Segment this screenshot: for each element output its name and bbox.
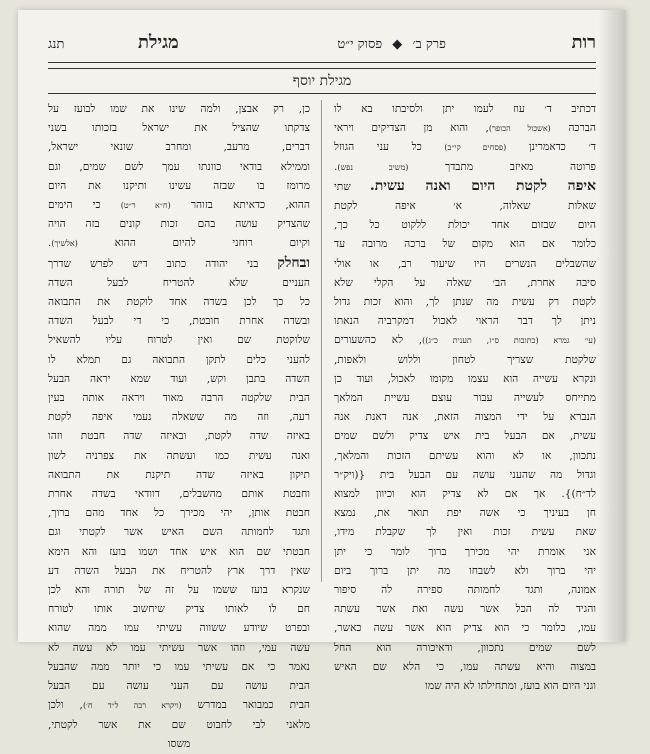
text-line: תיקון באיזה שדה תיקנת את התבואה [48, 468, 310, 481]
text-line: פרוטה מאיזב מתבדך (משיב נפש). [334, 160, 596, 173]
text-line: צדקתו שהציל את ישראל בזכותו בשני [48, 122, 310, 135]
text-line: לקטת רק עשית מה שנתן לך, והוא זכות גדול [334, 296, 596, 309]
text-line: ובשדה אחרת חובטת, כי די לבעל השדה [48, 315, 310, 328]
commentary-title: מגילת יוסף [292, 73, 352, 89]
text-line: השדה בתבן וקש, ועוד שמא יראה הבעל [48, 372, 310, 385]
text-line: ואנה עשית כמו ועשתה את צפרניה לשון [48, 449, 310, 462]
text-line: ההוא, כדאיתא בזוהר (ח״א ר״ט) כי הימים [48, 199, 310, 212]
text-line: חם לו לאותו צדיק שיחשוב אותו לטורח [48, 603, 310, 616]
text-line: סיבה אחרת, הב׳ שאלה על הקלי שלא [334, 276, 596, 289]
text-line: מתייחס לעשייה עבור עוצם עשיית המלאך [334, 392, 596, 405]
text-line: מרומז בו שבזה עשינו ותיקנו את היום [48, 179, 310, 192]
text-line: שהצדיק עושה בהם זכות קונים בזה הויה [48, 218, 310, 231]
text-line: ונקרא עשייה הוא עצמו מקומו לאכול, ועוד כן [334, 372, 596, 385]
text-line: חן בעיניך כי אשה יפת תואר את, נמצא [334, 507, 596, 520]
text-line: כלומר אם הוא מקום של ברכה מרובה עד [334, 238, 596, 251]
text-line: ניתן לך דבר הראוי לאכול דמקרביה הנאתו [334, 315, 596, 328]
text-line: כל כך לכן בשדה אחד לוקטת את התבואה [48, 296, 310, 309]
text-line: נאמר כי אם עשיתי עמו כי יותר ממה שהבעל [48, 660, 310, 673]
book-page [18, 10, 626, 750]
text-line: העניים שלא להטריח לבעל השדה [48, 276, 310, 289]
text-line: היום שבזום אחד יכולת ללקוט כל כך, [334, 219, 596, 232]
text-line: שאין דרך ארץ להטריח את הבעל השדה דע [48, 564, 310, 577]
text-line: לד״ח)}. אך אם לא צדיק הוא וכיוון למצוא [334, 488, 596, 501]
text-line: מלאני לבי לחבוט שם את אשר לקטתי, [48, 718, 310, 731]
text-line: כן, רק אבצן, ולמה שינו את שמו לבועז על [48, 103, 310, 115]
text-line: והגיד לה הכל אשר עשה ואת אשר עשתה [334, 603, 596, 616]
text-line: ד׳ כדאמרינן (פסחים קי״ב) כל עני הגוזל [334, 141, 596, 154]
text-line: ובחלק בני יהודה כתוב דיש לפרש שדרך [48, 254, 310, 271]
text-line: דברים, מרעב, ומחרב שונאי ישראל, [48, 141, 310, 154]
text-line: עשה עמי, וזהו אשר עשיתי עמו לא עשה לא [48, 641, 310, 654]
text-line: וממילא בודאי כוונתו עמך לשם שמים, וגם [48, 160, 310, 173]
text-line: איפה לקטת היום ואנה עשית. שתי [334, 177, 596, 194]
text-line: שהשבלים הנשרים היו שיעור רב, או אולי [334, 257, 596, 270]
text-line: שנקרא בועז ששמו על זה של תורה והא לכן [48, 584, 310, 597]
text-line: שלוקטת שם ואין לטרוח עליו להשאיל [48, 334, 310, 347]
right-text-column [334, 100, 596, 693]
text-line: עמו, כלומר כי הוא צדיק הוא אשר עשה כאשר, [334, 622, 596, 635]
text-line: נתכוון, או לא והוא עשיתם הזכות והמלאך, [334, 449, 596, 462]
text-line: חבטתי שם הוא איש אחד ושמו בועז והא הימא [48, 545, 310, 558]
text-line: אמונה, ותגד לחמותה ספירה לה סיפור [334, 584, 596, 597]
left-text-column [48, 100, 311, 750]
header-verse: פסוק י״ט [337, 37, 383, 52]
header-title: מגילת [138, 32, 179, 53]
header-chapter: פרק ב׳ [412, 37, 446, 52]
text-line: וגדול מה שהעני עושה עם הבעל בית {(ויק״ר [334, 468, 596, 481]
text-line: שאלות שאלוה, א׳ איפה לקטת [334, 200, 596, 213]
header-rule [48, 62, 596, 63]
text-line: באיזה שדה לקטת, ובאיזה שדה חבטת וזהו [48, 430, 310, 443]
text-line: הבית עושה עם העני עושה עם הבעל [48, 680, 310, 693]
text-line: הבית כמבואר במדרש (ויקרא רבה ל״ד ח׳), ולכן [48, 699, 311, 712]
text-line: עשית, אם הבעל בית איש צדיק ולשם שמים [334, 430, 596, 443]
text-line: הברכה (אשכול הכופר), והוא מן הצדיקים ויראי [334, 122, 596, 135]
gutter-shadow [598, 10, 626, 642]
text-line: וקיום רוחני להיום ההוא (אלשיך). [48, 237, 310, 250]
page-number: תנג [48, 37, 65, 52]
text-line: וחבטת אותם מהשבלים, דוודאי בשדה אחרת [48, 488, 310, 501]
text-line: במצוה והיא עשתה עמו, כי הלא שם האיש [334, 660, 596, 673]
text-line: ובפרט שיודע ששווה עשיתי עמו ממה שהוא [48, 622, 310, 635]
header-chapter-verse [337, 36, 446, 52]
running-header [48, 32, 596, 58]
text-line: הבית שלקטה הרבה מאוד ויראה אותה בעין [48, 392, 310, 405]
text-line: ותגד לחמותה השם האיש אשר לקטתי וגם [48, 526, 310, 539]
text-line: משסו [167, 737, 191, 750]
text-line: הנברא על ידי המצוה הזאת, אנה דאנת אנה [334, 411, 596, 424]
column-divider [321, 100, 322, 582]
text-line: יהי ברוך ולא לשבחו מה יתן ברוך ביום [334, 564, 596, 577]
text-line: שאת עשית זכות ואין לך שקבלת מידו, [334, 526, 596, 539]
text-line: אני אומרת יהי מכירך ברוך לומר כי יתן [334, 545, 596, 558]
text-line: דכתיב ד׳ עוז לעמו יתן ולסיבתו בא לו [334, 103, 596, 115]
text-line: רעה, וזה מה ששאלה נעמי איפה לקטת [48, 411, 310, 424]
text-line: להעני כלים לתקן התבואה גם תמלא לו [48, 353, 310, 366]
commentary-title-box [48, 68, 596, 94]
header-book: רות [571, 32, 596, 53]
header-separator: ◆ [392, 37, 403, 52]
text-line: לשם שמים נתכוון, ודאיכורה הוא החל [334, 641, 596, 654]
text-line: וגני היום הוא בועז, ומתחילתו לא היה שמו [425, 680, 596, 693]
text-line: (עי׳ גמרא (כתובות ס״ז, תענית כ״ג)), לא כהשעורים [334, 334, 596, 347]
text-line: חבטת אותן, יהי מכירך כל אחד מהם ברוך, [48, 507, 310, 520]
text-line: שלקטת שצריך לטחון וללוש ולאפות, [334, 353, 596, 366]
